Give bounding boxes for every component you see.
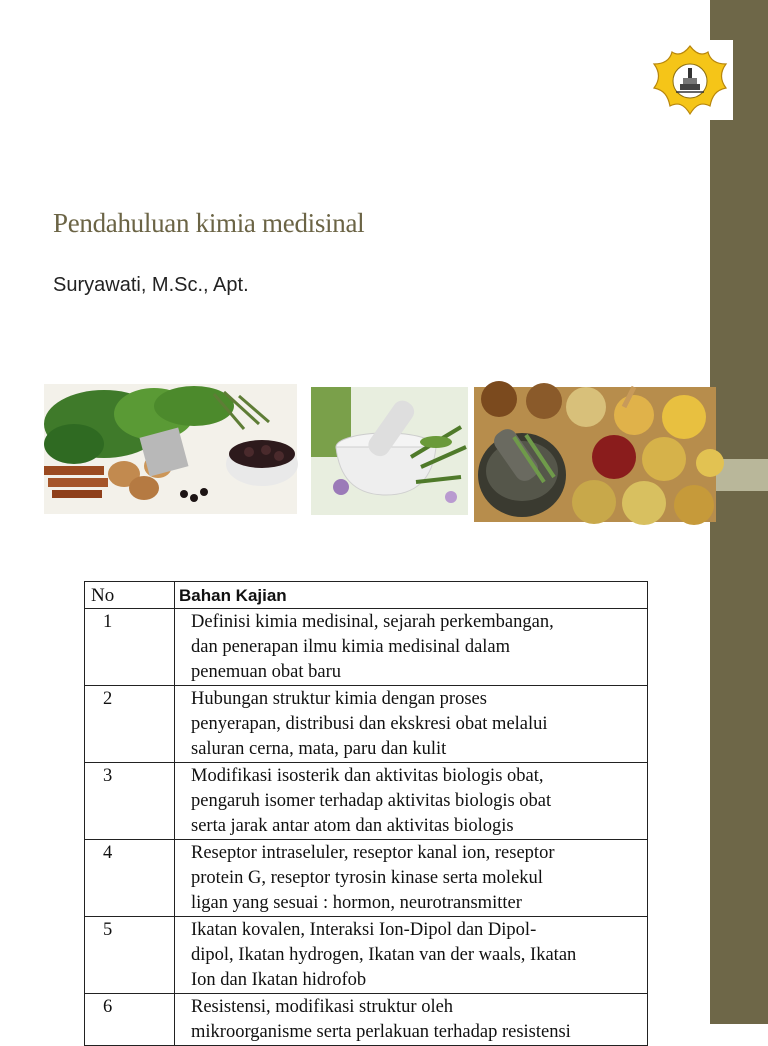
row-number: 5	[85, 917, 175, 994]
table-row	[85, 763, 648, 840]
topic-line: Resistensi, modifikasi struktur oleh	[191, 997, 454, 1017]
topic-line: dan penerapan ilmu kimia medisinal dalam	[191, 637, 511, 657]
topic-line: Reseptor intraseluler, reseptor kanal ion, reseptor	[191, 843, 555, 863]
topic-line: Definisi kimia medisinal, sejarah perkembangan,	[191, 612, 554, 632]
table-header-row	[85, 582, 648, 609]
mortar-pestle-photo	[311, 387, 468, 515]
author-name: Suryawati, M.Sc., Apt.	[53, 274, 249, 296]
herbs-spices-photo	[44, 384, 297, 514]
topic-line: protein G, reseptor tyrosin kinase serta molekul	[191, 868, 543, 888]
table-row	[85, 686, 648, 763]
table-row	[85, 609, 648, 686]
table-row	[85, 840, 648, 917]
row-number: 2	[85, 686, 175, 763]
topic-line: Modifikasi isosterik dan aktivitas biologis obat,	[191, 766, 544, 786]
university-emblem-icon	[648, 40, 733, 120]
topic-line: Hubungan struktur kimia dengan proses	[191, 689, 487, 709]
topics-table	[80, 577, 652, 1042]
row-number: 6	[85, 994, 175, 1046]
row-number: 1	[85, 609, 175, 686]
topic-line: pengaruh isomer terhadap aktivitas biologis obat	[191, 791, 552, 811]
topic-line: Ikatan kovalen, Interaksi Ion-Dipol dan Dipol-	[191, 920, 537, 940]
topic-line: penemuan obat baru	[191, 662, 341, 682]
page-title: Pendahuluan kimia medisinal	[53, 208, 365, 238]
topic-line: dipol, Ikatan hydrogen, Ikatan van der waals, Ikatan	[191, 945, 577, 965]
row-topic	[175, 917, 648, 994]
row-number: 3	[85, 763, 175, 840]
row-topic	[175, 994, 648, 1046]
spice-jars-photo	[474, 387, 716, 522]
row-topic	[175, 840, 648, 917]
row-topic	[175, 609, 648, 686]
topic-line: penyerapan, distribusi dan ekskresi obat melalui	[191, 714, 548, 734]
topic-line: serta jarak antar atom dan aktivitas biologis	[191, 816, 514, 836]
logo	[648, 40, 733, 120]
topic-line: saluran cerna, mata, paru dan kulit	[191, 739, 447, 759]
column-header-no: No	[85, 582, 175, 609]
table-row	[85, 994, 648, 1046]
row-topic	[175, 686, 648, 763]
table-row	[85, 917, 648, 994]
sidebar-band	[710, 0, 768, 1024]
row-topic	[175, 763, 648, 840]
column-header-topic: Bahan Kajian	[175, 582, 648, 609]
row-number: 4	[85, 840, 175, 917]
topic-line: ligan yang sesuai : hormon, neurotransmitter	[191, 893, 522, 913]
topic-line: mikroorganisme serta perlakuan terhadap resistensi	[191, 1022, 571, 1042]
topic-line: Ion dan Ikatan hidrofob	[191, 970, 367, 990]
